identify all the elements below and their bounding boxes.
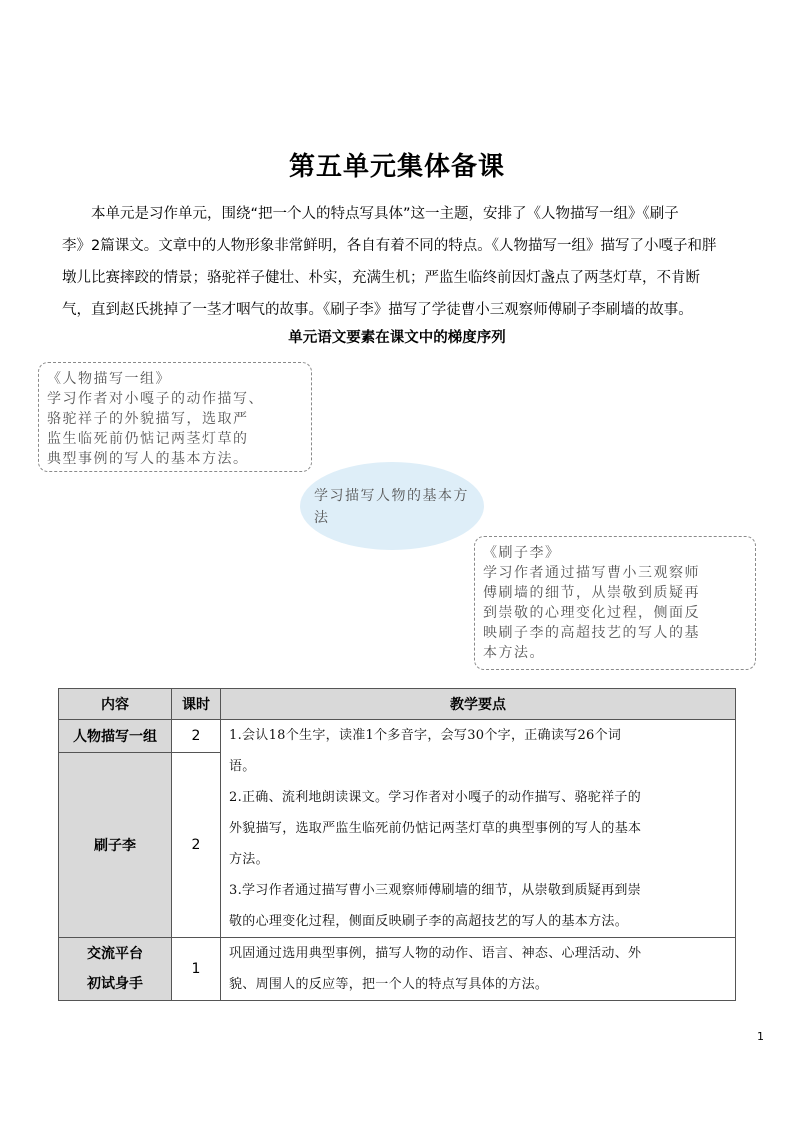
point-line: 语。 [229,759,256,774]
point-line: 敬的心理变化过程，侧面反映刷子李的高超技艺的写人的基本方法。 [229,914,629,929]
table-header-row [59,689,736,720]
row-hours: 1 [172,938,221,1001]
header-points: 教学要点 [221,689,736,720]
teaching-plan-table [58,688,736,1001]
box-line: 《人物描写一组》 [47,371,171,387]
table-row [59,720,736,753]
point-line: 方法。 [229,852,269,867]
box-line: 本方法。 [483,645,545,661]
intro-paragraph [62,198,742,326]
row-name-line: 交流平台 [87,946,143,962]
box-line: 学习作者对小嘎子的动作描写、 [47,391,264,407]
center-topic: 学习描写人物的基本方法 [314,488,469,526]
row-hours: 2 [172,752,221,937]
point-line: 巩固通过选用典型事例，描写人物的动作、语言、神态、心理活动、外 [229,946,642,961]
point-line: 1.会认18个生字，读准1个多音字，会写30个字，正确读写26个词 [229,728,622,743]
point-line: 2.正确、流利地朗读课文。学习作者对小嘎子的动作描写、骆驼祥子的 [229,790,642,805]
header-hours: 课时 [172,689,221,720]
intro-line: 本单元是习作单元，围绕“把一个人的特点写具体”这一主题，安排了《人物描写一组》《刷子 [62,206,679,222]
section-subtitle: 单元语文要素在课文中的梯度序列 [288,330,506,346]
box-line: 学习作者通过描写曹小三观察师 [483,565,700,581]
lesson-box-shuazili [474,536,756,670]
row-points [221,938,736,1001]
row-hours: 2 [172,720,221,753]
page-title: 第五单元集体备课 [288,152,505,182]
intro-line: 墩儿比赛摔跤的情景；骆驼祥子健壮、朴实，充满生机；严监生临终前因灯盏点了两茎灯草，不肯断 [62,270,700,286]
point-line: 貌、周围人的反应等，把一个人的特点写具体的方法。 [229,977,549,992]
row-name: 人物描写一组 [59,720,172,753]
point-line: 外貌描写，选取严监生临死前仍惦记两茎灯草的典型事例的写人的基本 [229,821,642,836]
box-line: 到崇敬的心理变化过程，侧面反 [483,605,700,621]
box-line: 《刷子李》 [483,545,561,561]
point-line: 3.学习作者通过描写曹小三观察师傅刷墙的细节，从崇敬到质疑再到崇 [229,883,642,898]
box-line: 映刷子李的高超技艺的写人的基 [483,625,700,641]
row-name [59,938,172,1001]
row-name: 刷子李 [59,752,172,937]
box-line: 监生临死前仍惦记两茎灯草的 [47,431,249,447]
row-name-line: 初试身手 [87,976,143,992]
table-row [59,938,736,1001]
row-points [221,720,736,938]
box-line: 典型事例的写人的基本方法。 [47,451,249,467]
box-line: 傅刷墙的细节，从崇敬到质疑再 [483,585,700,601]
header-content: 内容 [59,689,172,720]
intro-line: 气，直到赵氏挑掉了一茎才咽气的故事。《刷子李》描写了学徒曹小三观察师傅刷子李刷墙的故事。 [62,302,693,318]
lesson-box-renwu [38,362,312,472]
page-number: 1 [757,1030,764,1043]
box-line: 骆驼祥子的外貌描写，选取严 [47,411,249,427]
intro-line: 李》2篇课文。文章中的人物形象非常鲜明，各自有着不同的特点。《人物描写一组》描写了小嘎子和胖 [62,238,717,254]
